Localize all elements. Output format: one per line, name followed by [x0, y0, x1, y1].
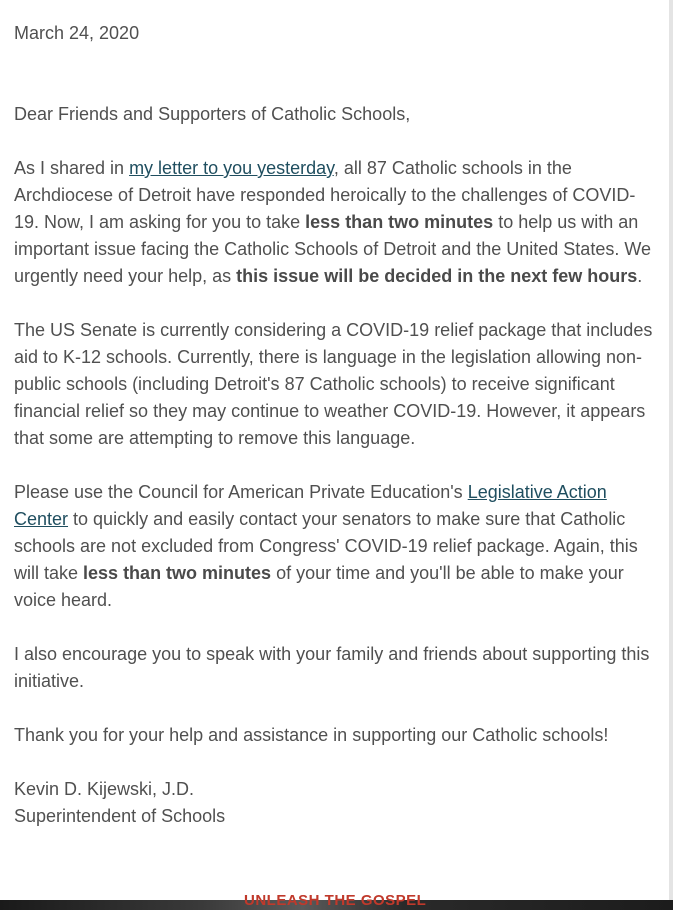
salutation: Dear Friends and Supporters of Catholic Schools, [14, 104, 411, 124]
text: Please use the Council for American Private Education's [14, 482, 468, 502]
emphasis-text: this issue will be decided in the next few hours [236, 266, 638, 286]
text: to quickly and easily contact your senators to make sure that Catholic schools are not excluded from Congress' COVID-19 relief package. Again, this will take [14, 509, 638, 583]
emphasis-text: less than two minutes [83, 563, 272, 583]
letter-date: March 24, 2020 [14, 23, 140, 43]
email-body [14, 20, 654, 830]
scrollbar-edge [669, 0, 673, 900]
signature-title: Superintendent of Schools [14, 806, 226, 826]
paragraph-encourage: I also encourage you to speak with your family and friends about supporting this initiative. [14, 644, 650, 691]
legislative-action-center-link[interactable]: Legislative Action Center [14, 482, 607, 529]
banner-text: UNLEASH THE GOSPEL [244, 892, 427, 909]
text: As I shared in [14, 158, 130, 178]
text: of your time and you'll be able to make your voice heard. [14, 563, 624, 610]
text: to help us with an important issue facing the Catholic Schools of Detroit and the United States. We urgently need your help, as [14, 212, 652, 286]
paragraph-thanks: Thank you for your help and assistance in supporting our Catholic schools! [14, 725, 609, 745]
paragraph-intro [14, 155, 654, 290]
signature-name: Kevin D. Kijewski, J.D. [14, 779, 195, 799]
paragraph-senate: The US Senate is currently considering a COVID-19 relief package that includes aid to K-12 schools. Currently, there is language in the legislation allowing non-public schools (including Detroit's 87 Catholic schools) to receive significant financial relief so they may continue to weather COVID-19. However, it appears that some are attempting to remove this language. [14, 320, 653, 448]
text: , all 87 Catholic schools in the Archdiocese of Detroit have responded heroically to the challenges of COVID-19. Now, I am asking for you to take [14, 158, 636, 232]
emphasis-text: less than two minutes [305, 212, 494, 232]
text: . [637, 266, 643, 286]
letter-yesterday-link[interactable]: my letter to you yesterday [129, 158, 334, 178]
paragraph-action [14, 479, 654, 614]
